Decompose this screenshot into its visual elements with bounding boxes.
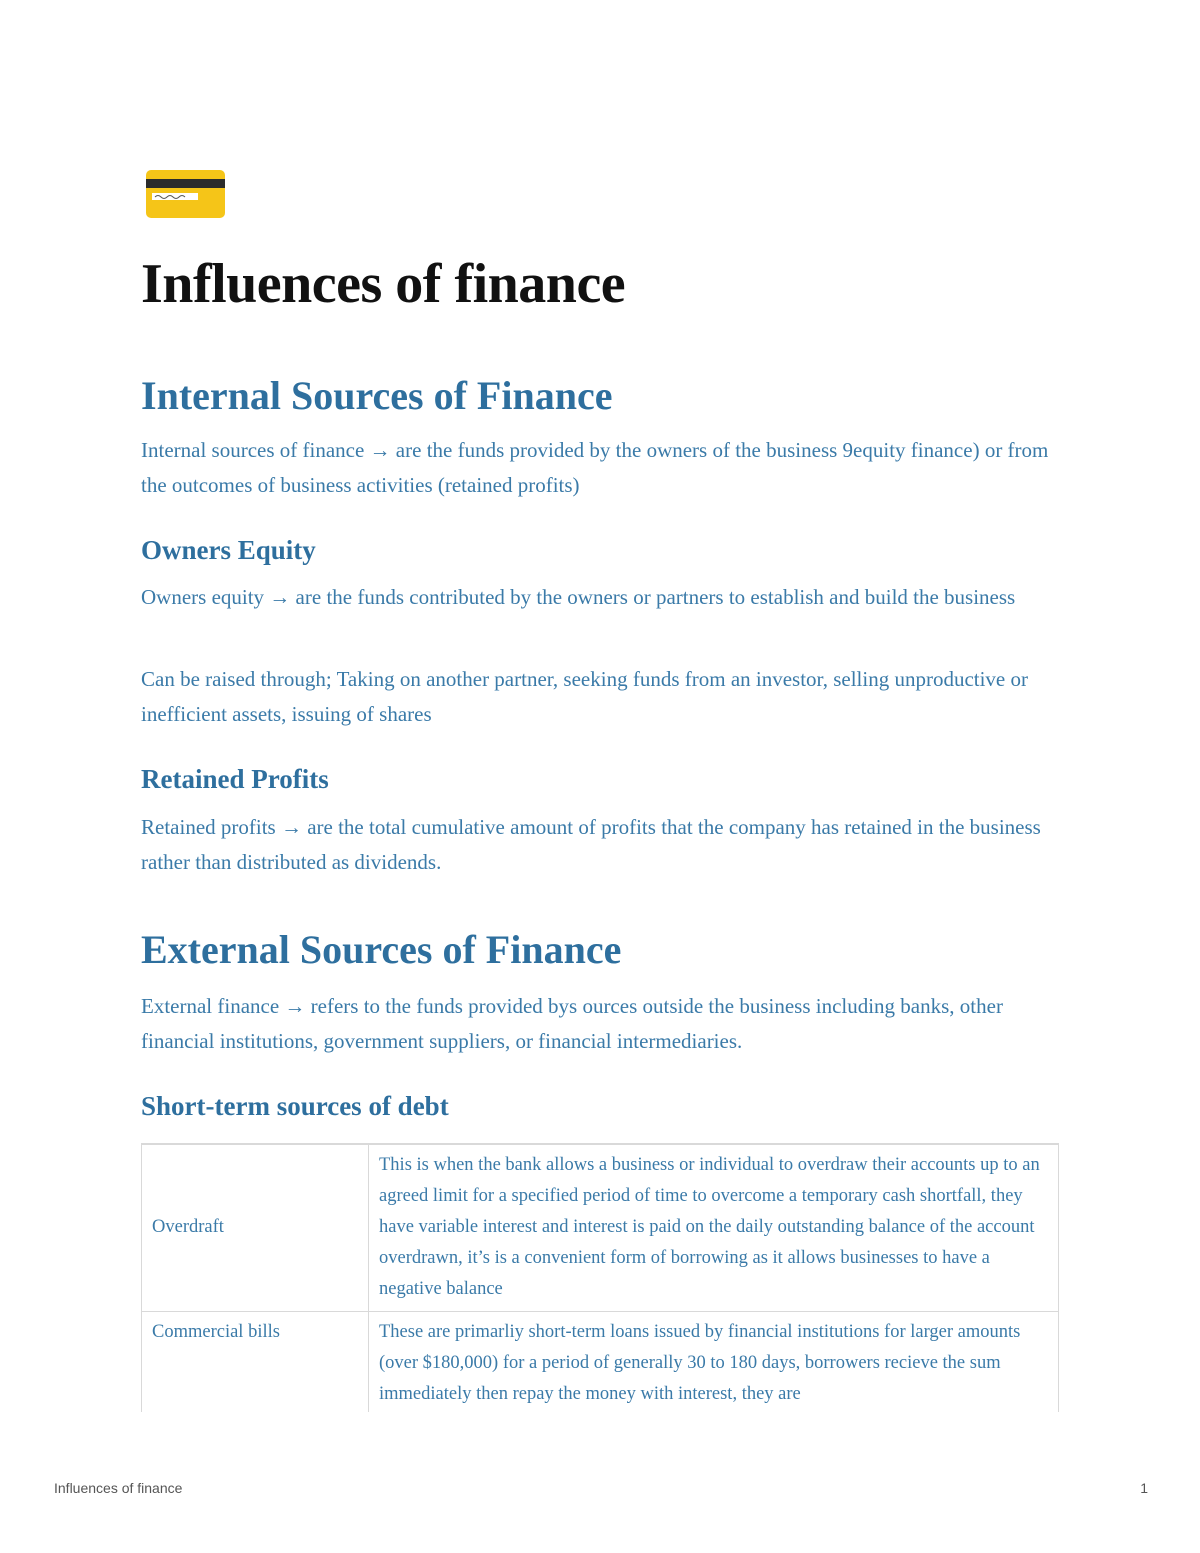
footer-page-number: 1	[1140, 1480, 1148, 1496]
table-cell-description: These are primarliy short-term loans issued by financial institutions for larger amounts (over $180,000) for a period of generally 30 to 180 days, borrowers recieve the sum immediately then repay the money with interest, they are	[369, 1312, 1059, 1413]
table-cell-term: Commercial bills	[142, 1312, 369, 1413]
table-cell-description: This is when the bank allows a business or individual to overdraw their accounts up to an agreed limit for a specified period of time to overcome a temporary cash shortfall, they have variable interest and interest is paid on the daily outstanding balance of the account overdrawn, it’s is a convenient form of borrowing as it allows businesses to have a negative balance	[369, 1145, 1059, 1312]
short-term-debt-heading: Short-term sources of debt	[141, 1091, 449, 1121]
retained-profits-heading: Retained Profits	[141, 764, 329, 794]
owners-equity-methods: Can be raised through; Taking on another partner, seeking funds from an investor, selling unproductive or inefficient assets, issuing of shares	[141, 667, 1028, 726]
internal-sources-heading: Internal Sources of Finance	[141, 373, 613, 418]
external-sources-intro: External finance → refers to the funds provided bys ources outside the business including banks, other financial institutions, government suppliers, or financial intermediaries.	[141, 994, 1003, 1053]
external-sources-heading: External Sources of Finance	[141, 927, 622, 972]
internal-sources-intro: Internal sources of finance → are the funds provided by the owners of the business 9equity finance) or from the outcomes of business activities (retained profits)	[141, 438, 1049, 497]
credit-card-icon	[146, 170, 225, 218]
owners-equity-heading: Owners Equity	[141, 535, 316, 565]
table-row	[142, 1145, 1059, 1312]
table-row	[142, 1312, 1059, 1413]
footer-document-title: Influences of finance	[54, 1480, 183, 1496]
page-title: Influences of finance	[141, 253, 626, 315]
short-term-debt-table	[141, 1143, 1059, 1412]
retained-profits-definition: Retained profits → are the total cumulative amount of profits that the company has retained in the business rather than distributed as dividends.	[141, 815, 1041, 874]
table-cell-term: Overdraft	[142, 1145, 369, 1312]
owners-equity-definition: Owners equity → are the funds contributed by the owners or partners to establish and build the business	[141, 585, 1016, 609]
